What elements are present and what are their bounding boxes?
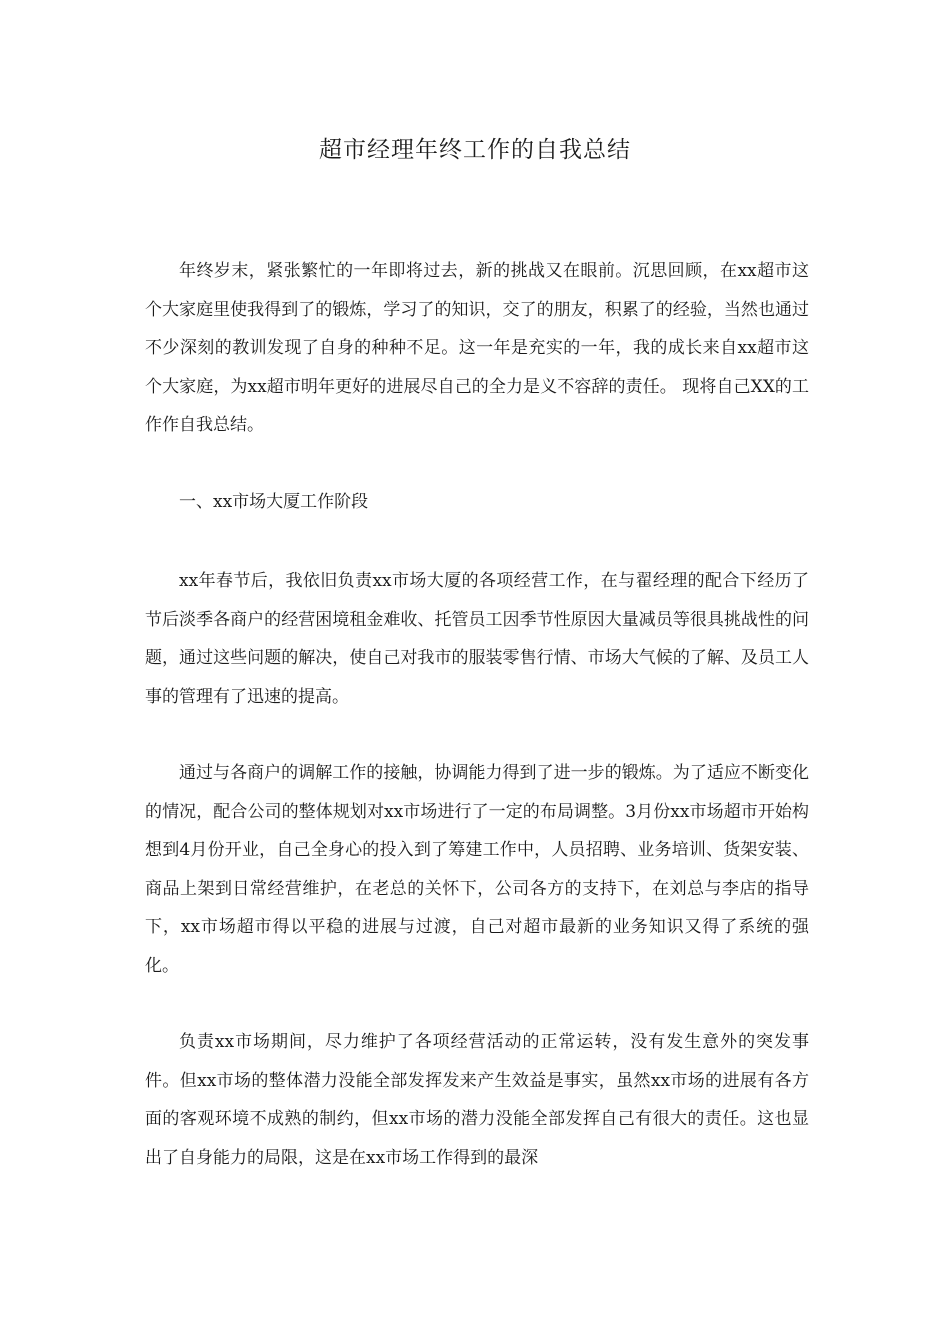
section-heading-market-building: 一、xx市场大厦工作阶段 bbox=[179, 491, 369, 512]
paragraph-coordination: 通过与各商户的调解工作的接触，协调能力得到了进一步的锻炼。为了适应不断变化的情况，配合公司的整体规划对xx市场进行了一定的布局调整。3月份xx市场超市开始构想到4月份开业，自己全身心的投入到了筹建工作中，人员招聘、业务培训、货架安装、商品上架到日常经营维护，在老总的关怀下，公司各方的支持下，在刘总与李店的指导下，xx市场超市得以平稳的进展与过渡，自己对超市最新的业务知识又得了系统的强化。 bbox=[145, 763, 809, 976]
paragraph-spring-festival: xx年春节后，我依旧负责xx市场大厦的各项经营工作，在与翟经理的配合下经历了节后淡季各商户的经营困境租金难收、托管员工因季节性原因大量减员等很具挑战性的问题，通过这些问题的解决，使自己对我市的服装零售行情、市场大气候的了解、及员工人事的管理有了迅速的提高。 bbox=[145, 571, 809, 707]
document-title: 超市经理年终工作的自我总结 bbox=[319, 137, 631, 163]
paragraph-intro: 年终岁末，紧张繁忙的一年即将过去，新的挑战又在眼前。沉思回顾，在xx超市这个大家庭里使我得到了的锻炼，学习了的知识，交了的朋友，积累了的经验，当然也通过不少深刻的教训发现了自身的种种不足。这一年是充实的一年，我的成长来自xx超市这个大家庭，为xx超市明年更好的进展尽自己的全力是义不容辞的责任。 现将自己XX的工作作自我总结。 bbox=[145, 261, 809, 435]
paragraph-responsibility: 负责xx市场期间，尽力维护了各项经营活动的正常运转，没有发生意外的突发事件。但xx市场的整体潜力没能全部发挥发来产生效益是事实，虽然xx市场的进展有各方面的客观环境不成熟的制约，但xx市场的潜力没能全部发挥自己有很大的责任。这也显出了自身能力的局限，这是在xx市场工作得到的最深 bbox=[145, 1032, 809, 1168]
document-body bbox=[145, 252, 809, 1177]
